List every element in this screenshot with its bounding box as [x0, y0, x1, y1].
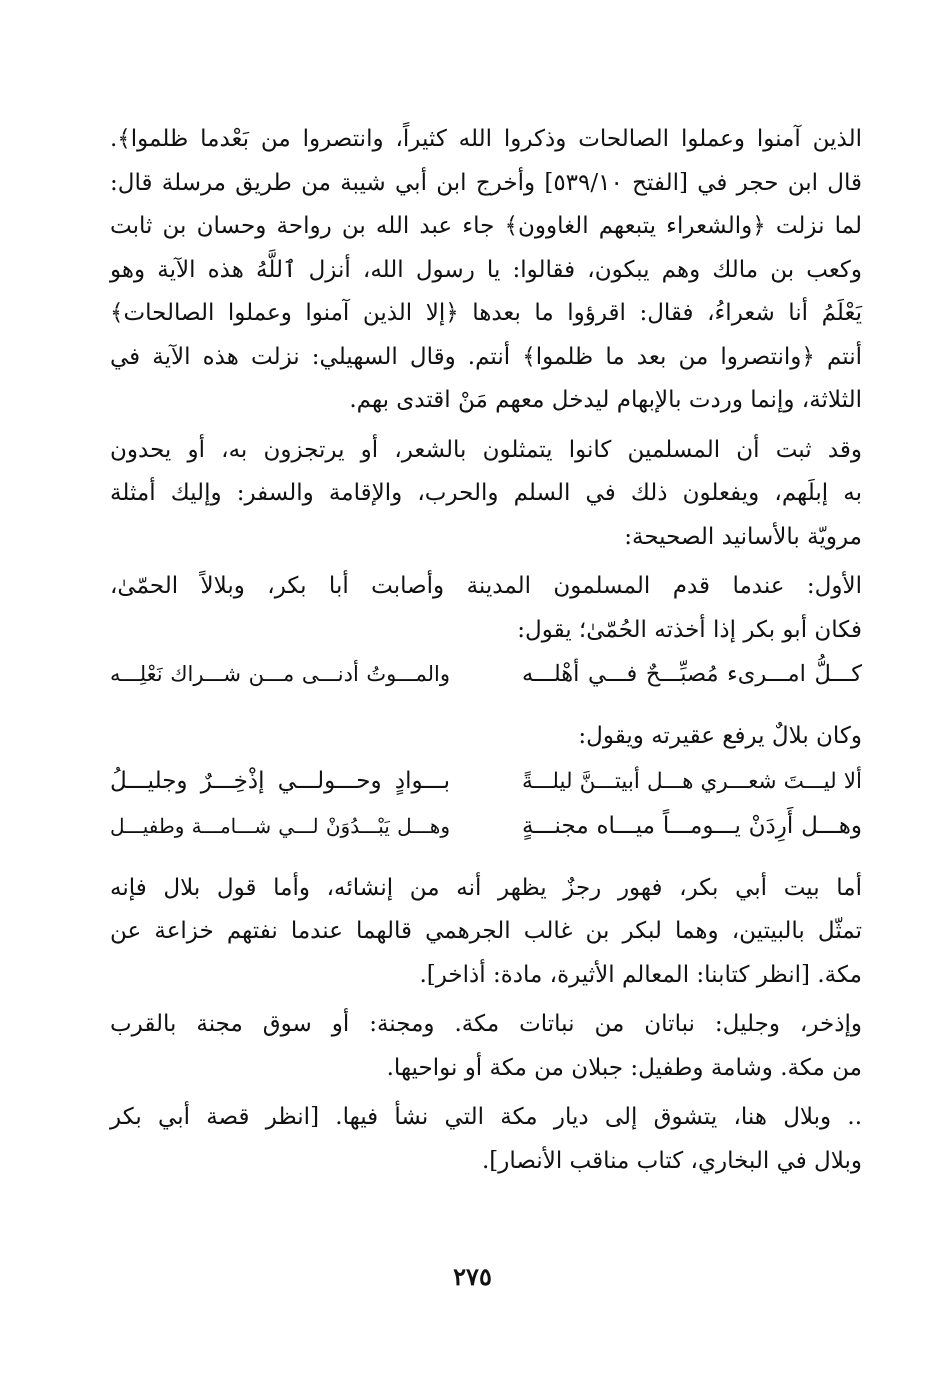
verse-second-hemistich: والمـــوتُ أدنـــى مـــن شـــراك نَعْلِـــه	[110, 662, 450, 686]
verse-second-hemistich: بـــوادٍ وحـــولـــي إذْخِـــرٌ وجليـــلُ	[110, 767, 450, 794]
text-line: قال ابن حجر في [الفتح ٥٣٩/١٠] وأخرج ابن أبي شيبة من طريق مرسلة قال:	[110, 169, 862, 196]
note-verse-origin	[110, 867, 862, 998]
paragraph-poetry-usage	[110, 429, 862, 560]
text-line: أما بيت أبي بكر، فهور رجزٌ يظهر أنه من إنشائه، وأما قول بلال فإنه	[110, 874, 862, 901]
note-bilal-longing	[110, 1096, 862, 1183]
paragraph-hadith	[110, 118, 862, 423]
text-line: مكة. [انظر كتابنا: المعالم الأثيرة، مادة: أذاخر].	[419, 961, 862, 988]
text-line: لما نزلت ﴿والشعراء يتبعهم الغاوون﴾ جاء عبد الله بن رواحة وحسان بن ثابت	[110, 213, 862, 239]
text-line: به إبلَهم، ويفعلون ذلك في السلم والحرب، والإقامة والسفر: وإليك أمثلة	[110, 480, 862, 506]
text-line: .. وبلال هنا، يتشوق إلى ديار مكة التي نشأ فيها. [انظر قصة أبي بكر	[110, 1104, 862, 1130]
text-line: وبلال في البخاري، كتاب مناقب الأنصار].	[481, 1147, 862, 1174]
text-line: الأول: عندما قدم المسلمون المدينة وأصابت أبا بكر، وبلالاً الحمّىٰ،	[110, 573, 862, 599]
text-line: يَعْلَمُ أنا شعراءُ، فقال: اقرؤوا ما بعدها ﴿إلا الذين آمنوا وعملوا الصالحات﴾	[110, 300, 862, 326]
text-line: مرويّة بالأسانيد الصحيحة:	[624, 523, 862, 550]
text-line: تمثّل بالبيتين، وهما لبكر بن غالب الجرهمي قالهما عندما نفتهم خزاعة عن	[110, 918, 862, 944]
page-number: ٢٧٥	[453, 1262, 492, 1291]
verse-bilal-2	[110, 804, 862, 849]
text-line: فكان أبو بكر إذا أخذته الحُمّىٰ؛ يقول:	[517, 616, 862, 643]
text-line: أنتم ﴿وانتصروا من بعد ما ظلموا﴾ أنتم. وقال السهيلي: نزلت هذه الآية في	[110, 343, 862, 370]
text-line: وقد ثبت أن المسلمين كانوا يتمثلون بالشعر، أو يرتجزون به، أو يحدون	[110, 436, 862, 463]
note-plant-names	[110, 1003, 862, 1090]
text-line: الذين آمنوا وعملوا الصالحات وذكروا الله كثيراً، وانتصروا من بَعْدما ظلموا﴾.	[110, 126, 862, 152]
text-line: وإذخر، وجليل: نباتان من نباتات مكة. ومجنة: أو سوق مجنة بالقرب	[110, 1011, 862, 1037]
verse-first-hemistich: كـــلُّ امـــرىء مُصبِّـــحٌ فـــي أهْلـــه	[522, 661, 862, 687]
verse-bilal-1	[110, 759, 862, 804]
text-line: الثلاثة، وإنما وردت بالإبهام ليدخل معهم مَنْ اقتدى بهم.	[349, 387, 862, 413]
verse-first-hemistich: وهـــل أَرِدَنْ يـــومـــاً ميـــاه مجنـــةٍ	[522, 812, 862, 839]
text-line: من مكة. وشامة وطفيل: جبلان من مكة أو نواحيها.	[386, 1054, 862, 1081]
verse-abu-bakr	[110, 652, 862, 697]
verse-intro: وكان بلالٌ يرفع عقيرته ويقول:	[578, 723, 862, 749]
verse-first-hemistich: ألا ليـــتَ شعـــري هـــل أبيتـــنَّ ليلـــةً	[522, 768, 862, 794]
paragraph-first-example	[110, 565, 862, 652]
book-page	[110, 118, 862, 1183]
text-line: وكعب بن مالك وهم يبكون، فقالوا: يا رسول الله، أنزل ٱللَّهُ هذه الآية وهو	[110, 256, 862, 283]
verse-second-hemistich: وهـــل يَبْـــدُوَنْ لـــي شـــامـــة وطفيـــل	[110, 813, 450, 838]
